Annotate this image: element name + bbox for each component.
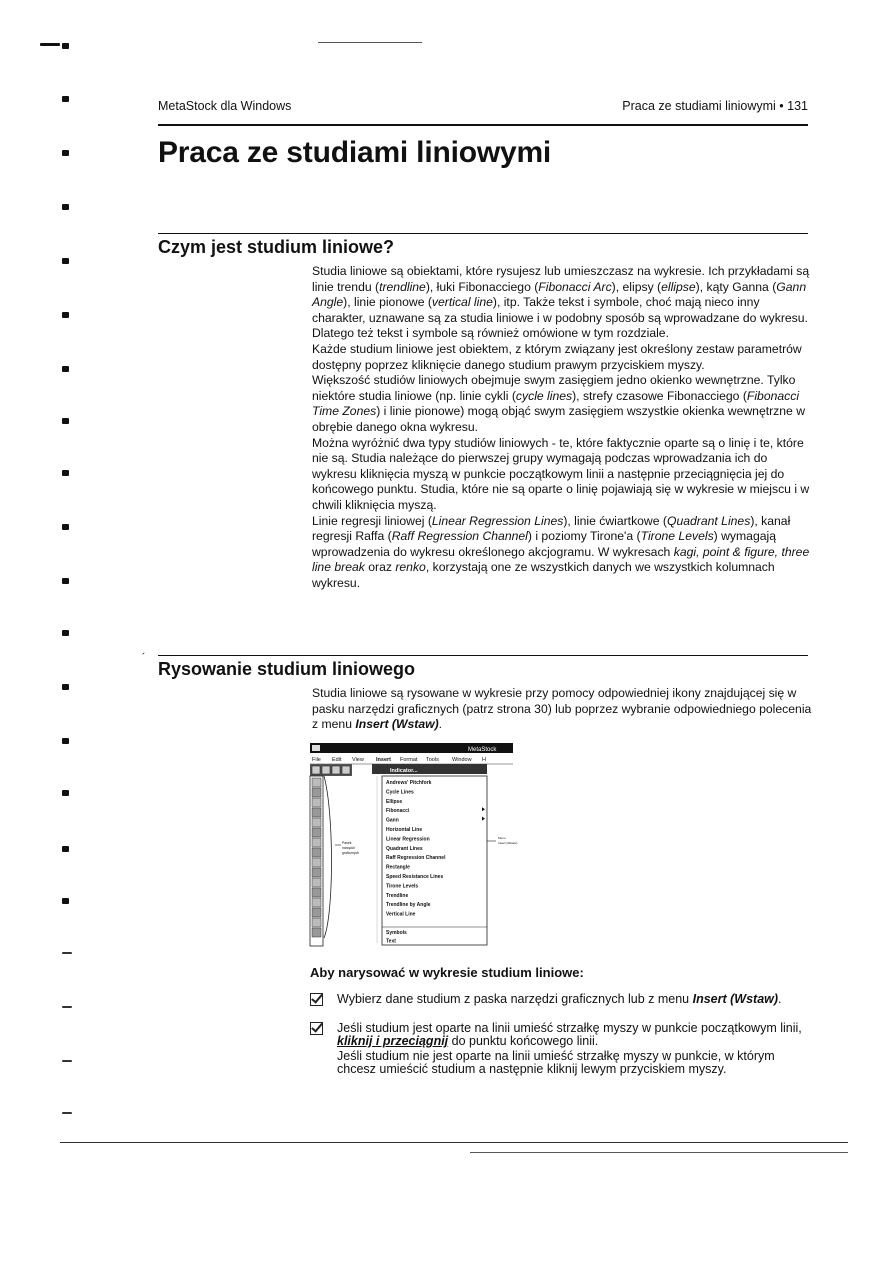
- text-run: Większość studiów liniowych obejmuje swym zasięgiem jedno okienko wewnętrzne. Tylko niektóre studia liniowe (np. linie cykli (: [312, 373, 796, 403]
- menubar-item[interactable]: Edit: [332, 757, 342, 763]
- text-run: Studia liniowe są obiektami, które rysujesz lub umieszczasz na wykresie. Ich przykładami są linie trendu (: [312, 264, 810, 294]
- text-run: .: [438, 717, 443, 732]
- procedure-step: [310, 1022, 810, 1076]
- line-study-tool-icon[interactable]: [312, 888, 321, 897]
- paragraph: [312, 373, 812, 435]
- text-run: Fibonacci Time Zones: [312, 388, 800, 419]
- text-run: renko: [395, 560, 426, 575]
- step-text: [337, 1050, 810, 1076]
- paragraph: [312, 686, 812, 733]
- line-study-tool-icon[interactable]: [312, 908, 321, 917]
- callout-label-menu-2: Insert (Wstaw): [498, 841, 518, 845]
- line-study-tool-icon[interactable]: [312, 808, 321, 817]
- text-run: ), strefy czasowe Fibonacciego (: [572, 388, 747, 403]
- running-header-left: MetaStock dla Windows: [158, 99, 292, 113]
- window-title: MetaStock: [468, 747, 497, 753]
- running-header-right: Praca ze studiami liniowymi • 131: [622, 99, 808, 113]
- section-body: [312, 686, 812, 733]
- text-run: Fibonacci Arc: [538, 279, 612, 294]
- section-rule: [158, 233, 808, 234]
- insert-menu-item[interactable]: Fibonacci: [386, 808, 410, 815]
- text-run: cycle lines: [515, 388, 573, 403]
- menubar-item[interactable]: H: [482, 757, 486, 763]
- toolbar-button[interactable]: [342, 766, 350, 774]
- text-run: Tirone Levels: [640, 529, 714, 544]
- section-heading: Rysowanie studium liniowego: [158, 659, 416, 679]
- insert-menu-item[interactable]: Horizontal Line: [386, 827, 423, 833]
- line-study-tool-icon[interactable]: [312, 858, 321, 867]
- section-heading: Czym jest studium liniowe?: [158, 237, 395, 257]
- insert-menu-item[interactable]: Gann: [386, 817, 399, 824]
- text-run: Wybierz dane studium z paska narzędzi graficznych lub z menu: [337, 992, 693, 1006]
- line-study-tool-icon[interactable]: [312, 838, 321, 847]
- callout-label-menu-1: Menu: [498, 836, 506, 840]
- text-run: ) i linie pionowe) mogą objąć swym zasięgiem wszystkie okienka wewnętrzne w obrębie danego okna wykresu.: [312, 404, 805, 434]
- step-text: [337, 993, 810, 1006]
- callout-label-toolbar-1: Pasek: [342, 841, 352, 845]
- text-run: Można wyróżnić dwa typy studiów liniowych - te, które faktycznie oparte są o linię i te, które nie są. Studia należące do pierwszej grupy wymagają podczas wprowadzania ich do wykresu kliknięcia myszą w punkcie początkowym linii a następnie przeciągnięcia jej do końcowego punktu. Studia, które nie są oparte o linię pojawiają się w wykresie w miejscu i w chwili kliknięcia myszą.: [312, 435, 810, 512]
- text-run: ), kanał regresji Raffa (: [312, 513, 791, 544]
- line-study-tool-icon[interactable]: [312, 818, 321, 827]
- text-run: ) i poziomy Tirone'a (: [527, 529, 641, 544]
- page-title: Praca ze studiami liniowymi: [158, 136, 552, 169]
- insert-menu-item[interactable]: Andrews' Pitchfork: [386, 780, 432, 786]
- insert-menu-item[interactable]: Text: [386, 938, 396, 945]
- menu-item-indicator[interactable]: Indicator...: [390, 768, 418, 774]
- text-run: Jeśli studium nie jest oparte na linii umieść strzałkę myszy w punkcie, w którym chcesz umieścić studium a następnie kliknij lewym przyciskiem myszy.: [337, 1049, 775, 1076]
- text-run: ), kąty Ganna (: [695, 279, 777, 294]
- paragraph: [312, 264, 812, 342]
- insert-menu-item[interactable]: Trendline by Angle: [386, 902, 431, 909]
- insert-menu-item[interactable]: Tirone Levels: [386, 883, 419, 890]
- section-body: [312, 264, 812, 591]
- menubar-item[interactable]: Format: [400, 757, 418, 763]
- insert-menu-item[interactable]: Trendline: [386, 892, 409, 899]
- text-run: ), linie ćwiartkowe (: [563, 513, 667, 528]
- menubar-item[interactable]: File: [312, 757, 321, 763]
- menubar-item[interactable]: Insert: [376, 757, 391, 763]
- text-run: do punktu końcowego linii.: [448, 1034, 599, 1048]
- text-run: Insert (Wstaw): [355, 717, 439, 732]
- line-study-tool-icon[interactable]: [312, 828, 321, 837]
- menubar-item[interactable]: Tools: [426, 757, 439, 763]
- insert-menu-item[interactable]: Vertical Line: [386, 911, 416, 918]
- insert-menu-item[interactable]: Speed Resistance Lines: [386, 874, 444, 880]
- text-run: kagi, point & figure, three line break: [312, 544, 810, 575]
- procedure-step: [310, 993, 810, 1006]
- menubar-item[interactable]: View: [352, 757, 364, 763]
- insert-menu-item[interactable]: Symbols: [386, 930, 407, 936]
- line-study-tool-icon[interactable]: [312, 878, 321, 887]
- line-study-tool-icon[interactable]: [312, 918, 321, 927]
- text-run: Raff Regression Channel: [391, 529, 528, 544]
- checkbox-icon: [310, 1022, 323, 1035]
- top-scan-line: [318, 42, 422, 43]
- text-run: Linear Regression Lines: [431, 513, 564, 528]
- line-study-tool-icon[interactable]: [312, 788, 321, 797]
- toolbar-button[interactable]: [332, 766, 340, 774]
- footer-rule: [60, 1142, 848, 1143]
- text-run: kliknij i przeciągnij: [337, 1034, 449, 1048]
- text-run: Quadrant Lines: [666, 513, 751, 528]
- procedure-heading: Aby narysować w wykresie studium liniowe:: [310, 965, 584, 980]
- step-text: [337, 1022, 810, 1048]
- footer-rule-2: [470, 1152, 848, 1153]
- header-rule: [158, 124, 808, 126]
- paragraph: [312, 514, 812, 592]
- text-run: Jeśli studium jest oparte na linii umieść strzałkę myszy w punkcie początkowym linii,: [337, 1021, 802, 1035]
- text-run: Insert (Wstaw): [692, 992, 779, 1006]
- insert-menu-item[interactable]: Raff Regression Channel: [386, 855, 446, 862]
- line-study-tool-icon[interactable]: [312, 848, 321, 857]
- text-run: Gann Angle: [312, 279, 807, 310]
- checkbox-icon: [310, 993, 323, 1006]
- insert-menu-item[interactable]: Rectangle: [386, 864, 410, 871]
- text-run: trendline: [379, 279, 426, 294]
- text-run: Studia liniowe są rysowane w wykresie przy pomocy odpowiedniej ikony znajdującej się w pasku narzędzi graficznych (patrz strona 30) lub poprzez wybranie odpowiedniego polecenia z menu: [312, 686, 812, 732]
- text-run: ), itp. Także tekst i symbole, choć mają nieco inny charakter, uznawane są za studia liniowe i w podobny sposób są wprowadzane do wykresu. Dlatego też tekst i symbole są również omówione w tym rozdziale.: [312, 295, 808, 341]
- insert-menu-item[interactable]: Ellipse: [386, 798, 403, 805]
- insert-menu-item[interactable]: Quadrant Lines: [386, 845, 423, 852]
- paragraph: [312, 436, 812, 514]
- text-run: .: [778, 992, 782, 1006]
- text-run: ), łuki Fibonacciego (: [425, 279, 539, 294]
- line-study-tool-icon[interactable]: [312, 868, 321, 877]
- text-run: oraz: [364, 560, 396, 575]
- text-run: ), linie pionowe (: [343, 295, 432, 310]
- insert-menu-item[interactable]: Linear Regression: [386, 836, 430, 843]
- toolbar-button[interactable]: [312, 766, 320, 774]
- callout-label-toolbar-2: narzędzi: [342, 846, 355, 850]
- menubar-item[interactable]: Window: [452, 757, 472, 763]
- line-study-tool-icon[interactable]: [312, 898, 321, 907]
- text-run: Linie regresji liniowej (: [312, 513, 432, 528]
- paragraph: [312, 342, 812, 373]
- insert-menu-item[interactable]: Cycle Lines: [386, 789, 414, 796]
- text-run: ) wymagają wprowadzenia do wykresu określonego akcjogramu. W wykresach: [312, 529, 776, 559]
- line-study-tool-icon[interactable]: [312, 778, 321, 787]
- margin-mark: ´: [142, 652, 146, 664]
- text-run: ), elipsy (: [611, 279, 662, 294]
- text-run: ellipse: [661, 279, 696, 294]
- line-study-tool-icon[interactable]: [312, 798, 321, 807]
- insert-menu-screenshot: [310, 743, 518, 946]
- section-rule: [158, 655, 808, 656]
- line-study-tool-icon[interactable]: [312, 928, 321, 937]
- text-run: Każde studium liniowe jest obiektem, z którym związany jest określony zestaw parametrów dostępny poprzez kliknięcie danego studium prawym przyciskiem myszy.: [312, 341, 802, 372]
- toolbar-button[interactable]: [322, 766, 330, 774]
- callout-label-toolbar-3: graficznych: [342, 851, 360, 855]
- text-run: vertical line: [431, 295, 493, 310]
- text-run: , korzystają one ze wszystkich danych we wszystkich kolumnach wykresu.: [312, 560, 775, 590]
